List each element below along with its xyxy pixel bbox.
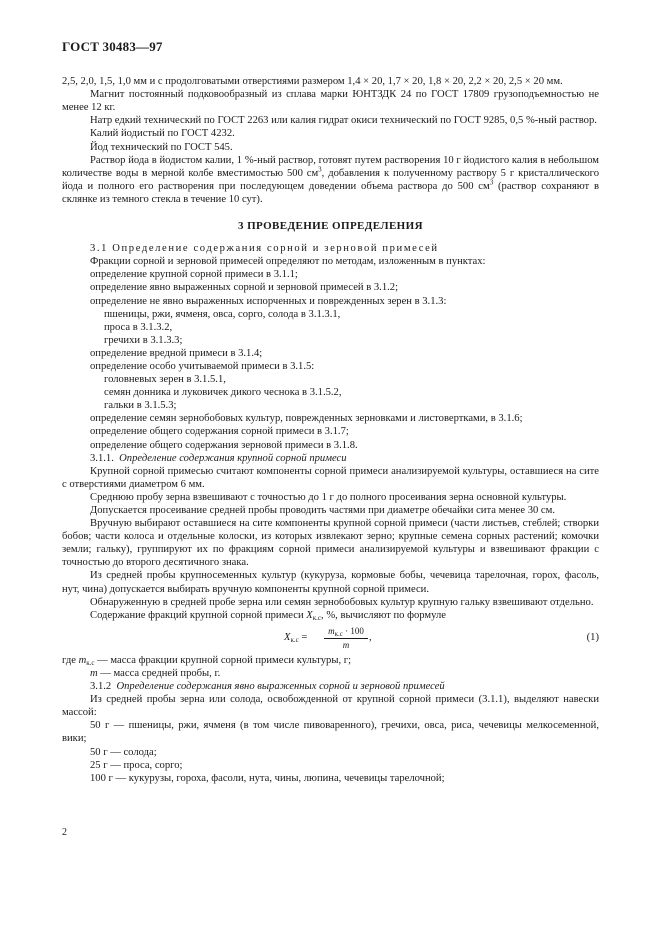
list-item: определение вредной примеси в 3.1.4; xyxy=(90,347,263,359)
list-item: определение не явно выраженных испорченных и поврежденных зерен в 3.1.3: xyxy=(90,295,447,307)
list-item: гречихи в 3.1.3.3; xyxy=(104,334,183,346)
list-item: семян донника и луковичек дикого чеснока в 3.1.5.2, xyxy=(104,387,342,399)
list-item: пшеницы, ржи, ячменя, овса, сорго, солода в 3.1.3.1, xyxy=(104,308,341,320)
paragraph: 100 г — кукурузы, гороха, фасоли, нута, чины, люпина, чечевицы тарелочной; xyxy=(90,772,445,784)
formula xyxy=(62,626,599,652)
paragraph: 2,5, 2,0, 1,5, 1,0 мм и с продолговатыми отверстиями размером 1,4 × 20, 1,7 × 20, 1,8 × 20, 2,2 × 20, 2,5 × 20 мм. xyxy=(62,76,563,88)
paragraph: Магнит постоянный подковообразный из сплава марки ЮНТЗДК 24 по ГОСТ 17809 грузоподъемностью не менее 12 кг. xyxy=(62,89,599,114)
list-item: определение общего содержания сорной примеси в 3.1.7; xyxy=(90,426,349,438)
list-item: головневых зерен в 3.1.5.1, xyxy=(104,374,226,386)
paragraph: Из средней пробы зерна или солода, освобожденной от крупной сорной примеси (3.1.1), выделяют навески массой: xyxy=(62,694,599,719)
list-item: определение общего содержания зерновой примеси в 3.1.8. xyxy=(90,439,358,451)
formula-legend: где $m_{к.с}$ — масса фракции крупной сорной примеси культуры, г; xyxy=(62,654,352,667)
formula-denominator: m xyxy=(342,639,350,650)
list-item: определение семян зернобобовых культур, поврежденных зерновками и листовертками, в 3.1.6; xyxy=(90,413,523,425)
paragraph: Допускается просеивание средней пробы проводить частями при диаметре обечайки сита менее 30 см. xyxy=(90,505,555,516)
paragraph: Йод технический по ГОСТ 545. xyxy=(90,141,233,153)
formula-legend: m — масса средней пробы, г. xyxy=(90,667,221,679)
paragraph: Раствор йода в йодистом калии, 1 %-ный раствор, готовят путем растворения 10 г йодистого калия в небольшом количестве воды в мерной колбе вместимостью 500 $см^3$, добавления к полученному раствору 5 г кристаллического йода и полного его растворения при последующем доведении объема раствора до 500 $см^3$ (раствор сохраняют в склянке из темного стекла в течение 10 сут). xyxy=(62,154,599,205)
list-item: проса в 3.1.3.2, xyxy=(104,321,173,333)
document-header: ГОСТ 30483—97 xyxy=(62,39,163,54)
list-item: определение крупной сорной примеси в 3.1.1; xyxy=(90,269,298,281)
paragraph: Крупной сорной примесью считают компоненты сорной примеси анализируемой культуры, оставшиеся на сите с отверстиями диаметром 6 мм. xyxy=(62,465,599,490)
paragraph: Фракции сорной и зерновой примесей определяют по методам, изложенным в пунктах: xyxy=(90,256,486,268)
paragraph: Натр едкий технический по ГОСТ 2263 или калия гидрат окиси технический по ГОСТ 9285, 0,5 %-ный раствор. xyxy=(90,115,597,127)
formula-comma: , xyxy=(369,631,372,643)
formula-number: (1) xyxy=(586,631,599,643)
paragraph: Вручную выбирают оставшиеся на сите компоненты крупной сорной примеси (части листьев, стеблей; створки бобов; части колоса и отдельные колоски, из которых извлекают зерно; крупные семена сорных растений; комочки земли; гальку), группируют их по фракциям сорной примеси анализируемой культуры и взвешивают фракции с точностью до второго десятичного знака. xyxy=(62,518,599,569)
page-number: 2 xyxy=(62,827,67,838)
section-title: 3 ПРОВЕДЕНИЕ ОПРЕДЕЛЕНИЯ xyxy=(238,220,423,233)
paragraph: Среднюю пробу зерна взвешивают с точностью до 1 г до полного просеивания зерна основной культуры. xyxy=(90,491,567,503)
paragraph: Из средней пробы крупносеменных культур (кукуруза, кормовые бобы, чечевица тарелочная, горох, фасоль, нут, чина) допускается выбирать вручную компоненты крупной сорной примеси. xyxy=(62,570,599,595)
paragraph: 50 г — пшеницы, ржи, ячменя (в том числе пивоваренного), гречихи, овса, риса, чечевицы мелкосеменной, вики; xyxy=(62,720,599,745)
paragraph: Калий йодистый по ГОСТ 4232. xyxy=(90,128,235,140)
list-item: гальки в 3.1.5.3; xyxy=(104,400,177,412)
list-item: определение особо учитываемой примеси в 3.1.5: xyxy=(90,360,315,372)
formula-numerator: $m_{к.с} \cdot 100$ xyxy=(324,626,368,639)
subsection-heading: 3.1.1. Определение содержания крупной сорной примеси xyxy=(90,452,347,464)
paragraph: 50 г — солода; xyxy=(90,746,157,758)
formula-fraction xyxy=(324,626,368,651)
list-item: определение явно выраженных сорной и зерновой примесей в 3.1.2; xyxy=(90,282,399,294)
paragraph: Обнаруженную в средней пробе зерна или семян зернобобовых культур крупную гальку взвешивают отдельно. xyxy=(90,596,594,608)
subsection-title: 3.1 Определение содержания сорной и зерновой примесей xyxy=(90,243,439,255)
paragraph: 25 г — проса, сорго; xyxy=(90,759,183,771)
formula-lhs: $X_{к.с}$ = xyxy=(284,631,308,644)
paragraph: Содержание фракций крупной сорной примеси $X_{к.с}$, %, вычисляют по формуле xyxy=(90,609,446,622)
document-page xyxy=(62,40,599,785)
subsection-heading: 3.1.2 Определение содержания явно выраженных сорной и зерновой примесей xyxy=(90,681,445,693)
